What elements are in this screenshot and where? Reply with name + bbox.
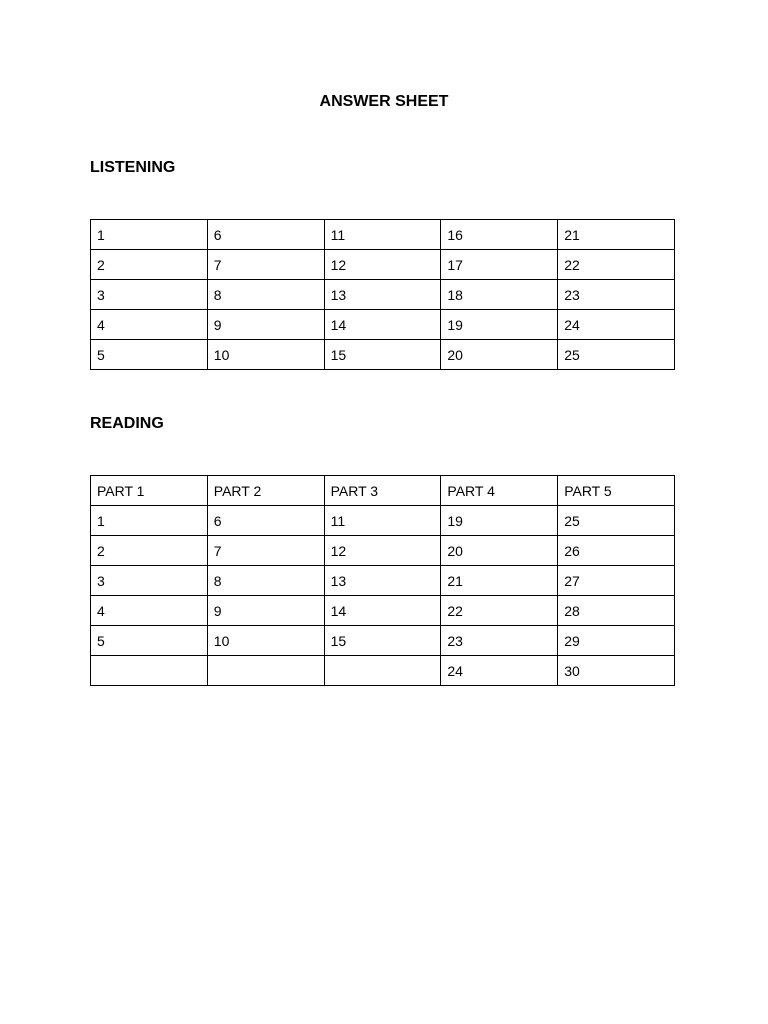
answer-cell[interactable]: 24 (441, 656, 558, 686)
table-row (91, 566, 675, 596)
page-title: ANSWER SHEET (319, 93, 449, 110)
table-row (91, 250, 675, 280)
part-header: PART 3 (324, 476, 441, 506)
answer-cell[interactable]: 7 (207, 250, 324, 280)
answer-cell[interactable]: 1 (91, 506, 208, 536)
answer-cell[interactable]: 13 (324, 280, 441, 310)
answer-cell[interactable]: 27 (558, 566, 675, 596)
answer-cell[interactable]: 30 (558, 656, 675, 686)
answer-cell[interactable]: 5 (91, 626, 208, 656)
answer-cell[interactable]: 19 (441, 506, 558, 536)
answer-cell[interactable]: 16 (441, 220, 558, 250)
answer-cell[interactable]: 4 (91, 596, 208, 626)
answer-cell[interactable]: 21 (558, 220, 675, 250)
listening-heading: LISTENING (90, 159, 176, 176)
answer-cell[interactable]: 12 (324, 250, 441, 280)
answer-cell[interactable]: 21 (441, 566, 558, 596)
answer-cell[interactable]: 23 (441, 626, 558, 656)
answer-cell[interactable]: 3 (91, 280, 208, 310)
answer-cell[interactable]: 22 (558, 250, 675, 280)
answer-cell[interactable]: 22 (441, 596, 558, 626)
table-row (91, 626, 675, 656)
answer-cell[interactable]: 18 (441, 280, 558, 310)
answer-cell[interactable]: 11 (324, 506, 441, 536)
answer-cell[interactable]: 25 (558, 506, 675, 536)
answer-cell[interactable]: 5 (91, 340, 208, 370)
answer-cell[interactable] (207, 656, 324, 686)
answer-cell[interactable]: 13 (324, 566, 441, 596)
table-row (91, 220, 675, 250)
table-row (91, 506, 675, 536)
answer-cell[interactable]: 1 (91, 220, 208, 250)
answer-cell[interactable]: 2 (91, 536, 208, 566)
answer-cell[interactable]: 7 (207, 536, 324, 566)
table-row (91, 656, 675, 686)
answer-cell[interactable]: 9 (207, 310, 324, 340)
table-row (91, 280, 675, 310)
answer-cell[interactable]: 24 (558, 310, 675, 340)
answer-cell[interactable]: 3 (91, 566, 208, 596)
table-row (91, 310, 675, 340)
table-header-row (91, 476, 675, 506)
answer-cell[interactable]: 15 (324, 626, 441, 656)
table-row (91, 340, 675, 370)
answer-cell[interactable]: 9 (207, 596, 324, 626)
answer-cell[interactable]: 10 (207, 626, 324, 656)
answer-cell[interactable]: 29 (558, 626, 675, 656)
answer-cell[interactable]: 20 (441, 536, 558, 566)
answer-cell[interactable] (91, 656, 208, 686)
answer-cell[interactable]: 6 (207, 220, 324, 250)
part-header: PART 4 (441, 476, 558, 506)
answer-cell[interactable] (324, 656, 441, 686)
answer-cell[interactable]: 14 (324, 310, 441, 340)
reading-heading: READING (90, 415, 164, 432)
table-row (91, 536, 675, 566)
answer-cell[interactable]: 8 (207, 280, 324, 310)
answer-cell[interactable]: 11 (324, 220, 441, 250)
answer-cell[interactable]: 4 (91, 310, 208, 340)
part-header: PART 5 (558, 476, 675, 506)
answer-cell[interactable]: 6 (207, 506, 324, 536)
reading-answer-table (90, 475, 675, 686)
part-header: PART 1 (91, 476, 208, 506)
answer-cell[interactable]: 17 (441, 250, 558, 280)
part-header: PART 2 (207, 476, 324, 506)
answer-cell[interactable]: 25 (558, 340, 675, 370)
answer-cell[interactable]: 10 (207, 340, 324, 370)
answer-cell[interactable]: 12 (324, 536, 441, 566)
table-row (91, 596, 675, 626)
answer-cell[interactable]: 8 (207, 566, 324, 596)
answer-cell[interactable]: 2 (91, 250, 208, 280)
answer-cell[interactable]: 28 (558, 596, 675, 626)
answer-cell[interactable]: 23 (558, 280, 675, 310)
answer-cell[interactable]: 19 (441, 310, 558, 340)
answer-cell[interactable]: 20 (441, 340, 558, 370)
answer-cell[interactable]: 26 (558, 536, 675, 566)
answer-cell[interactable]: 15 (324, 340, 441, 370)
listening-answer-table (90, 219, 675, 370)
answer-cell[interactable]: 14 (324, 596, 441, 626)
